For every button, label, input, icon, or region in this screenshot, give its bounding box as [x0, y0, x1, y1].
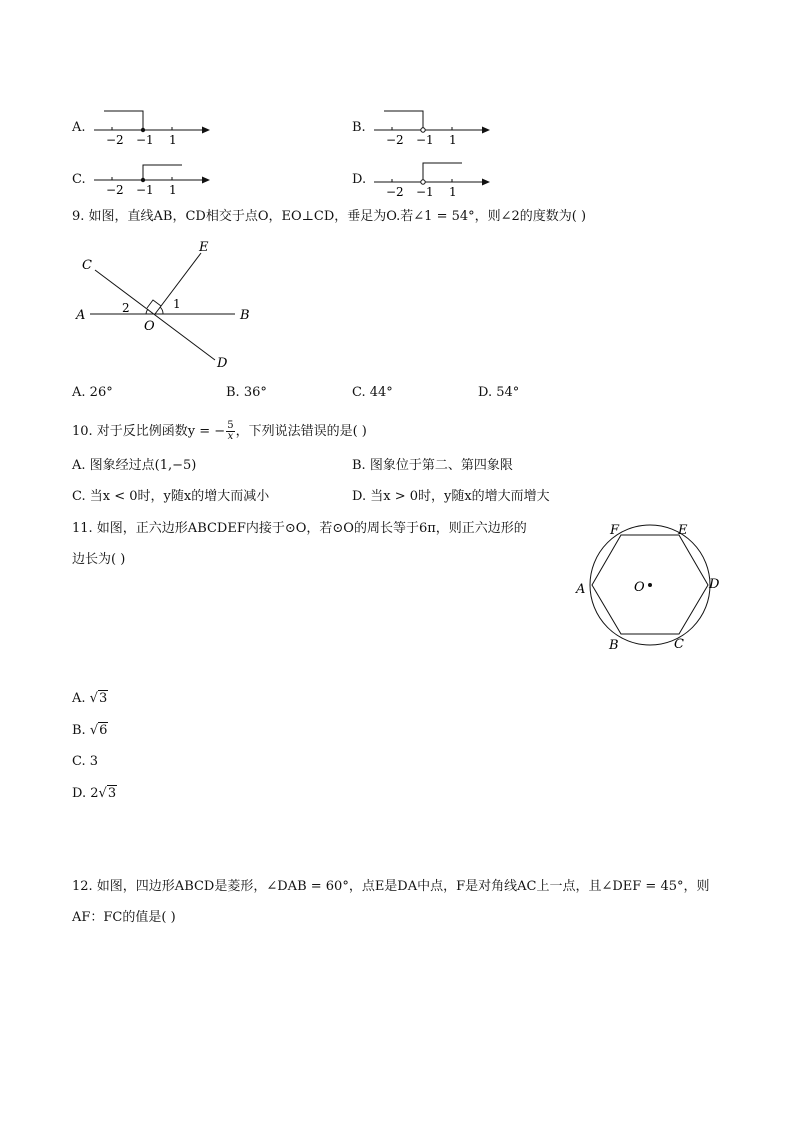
point-label-b: B — [240, 308, 250, 323]
tick-label: −2 — [386, 185, 404, 199]
option-letter: C. — [72, 754, 86, 769]
q10-option-a[interactable] — [72, 457, 196, 475]
sqrt-expression: √6 — [89, 723, 108, 738]
q8-option-c-label: C. — [72, 172, 86, 187]
q11-option-b[interactable] — [72, 722, 108, 740]
option-letter: B. — [352, 458, 366, 473]
point-label-o: O — [144, 319, 155, 334]
point-label-d: D — [217, 356, 228, 371]
q8-option-b-label: B. — [352, 120, 366, 135]
fraction-numerator: 5 — [227, 420, 234, 431]
option-value: 3 — [89, 754, 99, 769]
option-letter: D. — [478, 385, 493, 400]
option-value: 36° — [243, 385, 267, 400]
q11-figure — [568, 515, 728, 655]
angle-label-1: 1 — [173, 297, 181, 311]
point-label-c: C — [674, 637, 684, 652]
option-value: 图象位于第二、第四象限 — [369, 458, 513, 473]
sqrt-expression: √3 — [98, 786, 117, 801]
q11-stem-line1: 11. 如图，正六边形ABCDEF内接于⊙O，若⊙O的周长等于6π，则正六边形的 — [72, 521, 527, 536]
q9-option-d[interactable] — [478, 384, 519, 402]
option-value: 当x > 0时，y随x的增大而增大 — [370, 489, 550, 504]
q10-option-b[interactable] — [352, 457, 513, 475]
q10-stem — [72, 421, 367, 442]
q11-stem-line2: 边长为( ) — [72, 552, 126, 567]
q10-option-d[interactable] — [352, 488, 550, 506]
point-label-e: E — [678, 523, 688, 538]
option-value: 图象经过点(1,−5) — [89, 458, 197, 473]
tick-label: 1 — [169, 133, 177, 147]
q8-option-d-label: D. — [352, 172, 367, 187]
q11-option-a[interactable] — [72, 690, 108, 708]
tick-label: 1 — [449, 133, 457, 147]
q11-option-c[interactable] — [72, 753, 98, 771]
tick-label: −1 — [136, 133, 154, 147]
point-label-a: A — [76, 308, 86, 323]
option-value: 54° — [496, 385, 520, 400]
tick-label: 1 — [169, 183, 177, 197]
point-label-c: C — [82, 258, 92, 273]
q9-figure — [70, 235, 270, 375]
option-value: 44° — [369, 385, 393, 400]
option-letter: D. — [72, 786, 87, 801]
point-label-f: F — [610, 523, 620, 538]
q9-option-c[interactable] — [352, 384, 393, 402]
option-letter: C. — [72, 489, 86, 504]
q12-stem-line1: 12. 如图，四边形ABCD是菱形，∠DAB = 60°，点E是DA中点，F是对角线AC上一点，且∠DEF = 45°，则 — [72, 879, 710, 894]
q8-option-a-label: A. — [72, 120, 86, 135]
coefficient: 2 — [90, 786, 99, 801]
q11-option-d[interactable] — [72, 785, 117, 803]
radicand: 6 — [99, 723, 108, 738]
tick-label: −1 — [416, 185, 434, 199]
q10-stem-prefix: 10. 对于反比例函数y = − — [72, 424, 226, 439]
radicand: 3 — [107, 786, 117, 801]
q9-option-a[interactable] — [72, 384, 113, 402]
tick-label: −2 — [106, 183, 124, 197]
q8-option-c-numberline[interactable] — [90, 152, 215, 202]
q9-option-b[interactable] — [226, 384, 267, 402]
q8-option-d-numberline[interactable] — [370, 152, 495, 202]
fraction-denominator: x — [227, 431, 234, 442]
point-label-b: B — [609, 638, 619, 653]
point-label-d: D — [709, 577, 720, 592]
q8-option-b-numberline[interactable] — [370, 100, 495, 150]
option-letter: B. — [226, 385, 240, 400]
option-letter: C. — [352, 385, 366, 400]
point-label-e: E — [199, 240, 209, 255]
sqrt-expression: √3 — [89, 691, 108, 706]
q9-stem: 9. 如图，直线AB，CD相交于点O，EO⊥CD，垂足为O.若∠1 = 54°，则∠2的度数为( ) — [72, 209, 587, 224]
tick-label: −1 — [136, 183, 154, 197]
q12-stem-line2: AF：FC的值是( ) — [72, 910, 176, 925]
point-label-o: O — [634, 580, 645, 595]
angle-label-2: 2 — [122, 301, 130, 315]
q10-fraction — [226, 421, 234, 442]
q8-option-a-numberline[interactable] — [90, 100, 215, 150]
tick-label: −2 — [386, 133, 404, 147]
option-letter: A. — [72, 385, 86, 400]
q10-option-c[interactable] — [72, 488, 269, 506]
option-letter: A. — [72, 691, 86, 706]
option-value: 26° — [89, 385, 113, 400]
option-letter: B. — [72, 723, 86, 738]
tick-label: −2 — [106, 133, 124, 147]
option-letter: A. — [72, 458, 86, 473]
option-value: 当x < 0时，y随x的增大而减小 — [89, 489, 270, 504]
point-label-a: A — [576, 582, 586, 597]
tick-label: 1 — [449, 185, 457, 199]
q10-stem-suffix: ，下列说法错误的是( ) — [235, 424, 367, 439]
radicand: 3 — [98, 691, 108, 706]
tick-label: −1 — [416, 133, 434, 147]
option-letter: D. — [352, 489, 367, 504]
